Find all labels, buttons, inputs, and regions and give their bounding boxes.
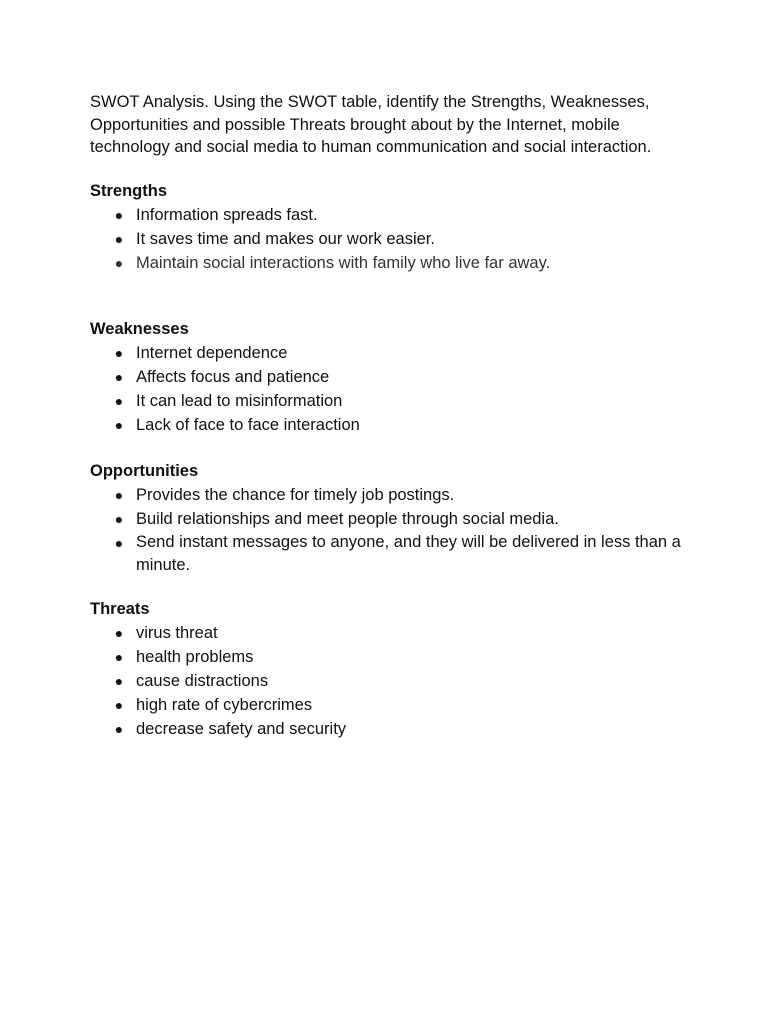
list-item: [90, 483, 690, 507]
list-item: [90, 341, 690, 365]
list-opportunities: [90, 483, 690, 577]
list-item: [90, 693, 690, 717]
list-item: [90, 507, 690, 531]
section-opportunities: [90, 459, 690, 577]
list-item: [90, 365, 690, 389]
list-item-text: It saves time and makes our work easier.: [136, 229, 435, 248]
list-item: [90, 227, 690, 251]
bullet-icon: ●: [114, 368, 124, 385]
list-item-text: Send instant messages to anyone, and they will be delivered in less than a minute.: [136, 532, 681, 574]
list-item-text: Build relationships and meet people through social media.: [136, 509, 559, 528]
bullet-icon: ●: [114, 720, 124, 737]
list-strengths: [90, 203, 690, 275]
bullet-icon: ●: [114, 648, 124, 665]
bullet-icon: ●: [114, 510, 124, 527]
list-item: [90, 669, 690, 693]
list-item-text: high rate of cybercrimes: [136, 695, 313, 714]
bullet-icon: ●: [114, 534, 124, 551]
bullet-icon: ●: [114, 230, 124, 247]
bullet-icon: ●: [114, 624, 124, 641]
list-item: [90, 251, 690, 275]
bullet-icon: ●: [114, 392, 124, 409]
section-weaknesses: [90, 317, 690, 437]
list-item-text: Lack of face to face interaction: [136, 415, 360, 434]
document-page: [90, 91, 690, 741]
bullet-icon: ●: [114, 254, 124, 271]
section-threats: [90, 597, 690, 741]
list-item-text: It can lead to misinformation: [136, 391, 343, 410]
section-title-weaknesses: Weaknesses: [90, 319, 189, 338]
list-item-text: cause distractions: [136, 671, 269, 690]
list-item-text: Information spreads fast.: [136, 205, 318, 224]
list-item: [90, 389, 690, 413]
list-item: [90, 645, 690, 669]
bullet-icon: ●: [114, 696, 124, 713]
list-weaknesses: [90, 341, 690, 437]
section-title-strengths: Strengths: [90, 181, 168, 200]
list-item: [90, 413, 690, 437]
intro-paragraph: SWOT Analysis. Using the SWOT table, identify the Strengths, Weaknesses, Opportunities and possible Threats brought about by the Internet, mobile technology and social media to human communication and social interaction.: [90, 93, 652, 156]
list-item: [90, 203, 690, 227]
list-item-text: Maintain social interactions with family who live far away.: [136, 253, 551, 272]
list-item: [90, 531, 690, 577]
bullet-icon: ●: [114, 206, 124, 223]
list-item-text: health problems: [136, 647, 254, 666]
list-threats: [90, 621, 690, 741]
bullet-icon: ●: [114, 672, 124, 689]
section-title-opportunities: Opportunities: [90, 461, 199, 480]
bullet-icon: ●: [114, 416, 124, 433]
list-item-text: Provides the chance for timely job postings.: [136, 485, 455, 504]
bullet-icon: ●: [114, 344, 124, 361]
list-item-text: Internet dependence: [136, 343, 288, 362]
list-item-text: virus threat: [136, 623, 218, 642]
list-item: [90, 621, 690, 645]
list-item-text: decrease safety and security: [136, 719, 347, 738]
bullet-icon: ●: [114, 486, 124, 503]
list-item-text: Affects focus and patience: [136, 367, 330, 386]
list-item: [90, 717, 690, 741]
section-title-threats: Threats: [90, 599, 150, 618]
section-strengths: [90, 179, 690, 275]
